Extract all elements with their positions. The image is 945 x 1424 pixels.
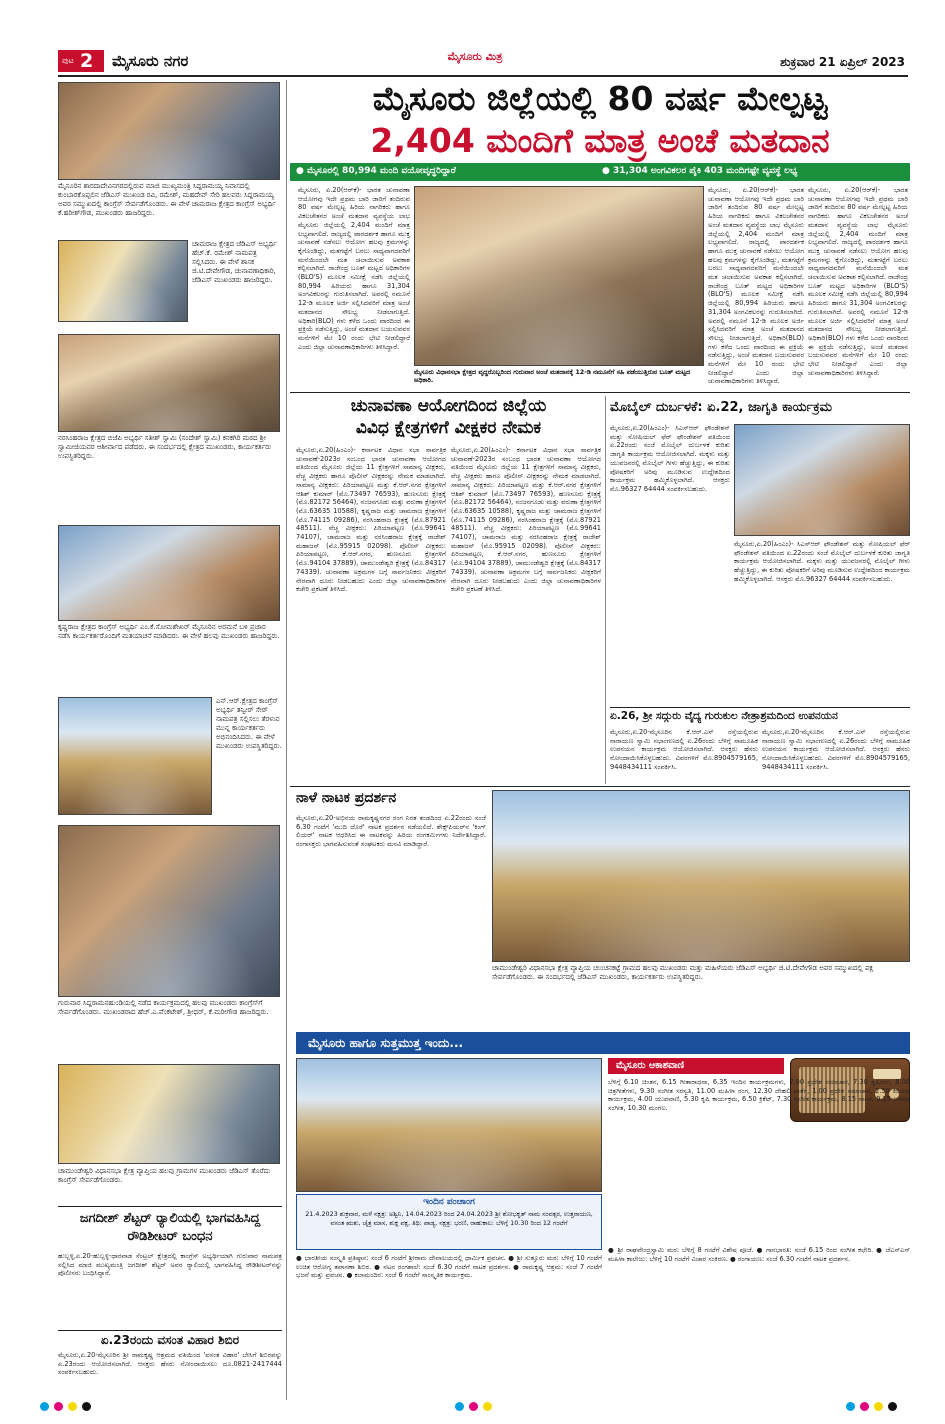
left-caption-6: ಗುರುವಾರ ಸಿದ್ದರಾಮನಹುಂಡಿಯಲ್ಲಿ ನಡೆದ ಕಾರ್ಯಕ್ರಮದಲ್ಲಿ ಹಲವು ಮುಖಂಡರು ಕಾಂಗ್ರೆಸ್‌ಗೆ ಸೇರ್ಪಡೆಗೊಂಡರು. ಮುಖಂಡರಾದ ಹೆಚ್.ಎ.ವೆಂಕಟೇಶ್, ಶ್ರೀಧರ್, ಕೆ.ಮರೀಗೌಡ ಹಾಜರಿದ್ದರು. <box>58 999 269 1017</box>
observers-body-col2: ಮೈಸೂರು,ಏ.20(ಹಿಂಎಂ)- ಕರ್ನಾಟಕ ವಿಧಾನ ಸಭಾ ಸಾರ್ವತ್ರಿಕ ಚುನಾವಣೆ-2023ರ ಸಂಬಂಧ ಭಾರತ ಚುನಾವಣಾ ಆಯೋಗದ ವತಿಯಿಂದ ಮೈಸೂರು ಜಿಲ್ಲೆಯ 11 ಕ್ಷೇತ್ರಗಳಿಗೆ ಸಾಮಾನ್ಯ ವೀಕ್ಷಕರು, ವೆಚ್ಚ ವೀಕ್ಷಕರು ಹಾಗೂ ಪೊಲೀಸ್ ವೀಕ್ಷಕರನ್ನು ನೇಮಕ ಮಾಡಲಾಗಿದೆ. ಸಾಮಾನ್ಯ ವೀಕ್ಷಕರು: ಪಿರಿಯಾಪಟ್ಟಣ ಮತ್ತು ಕೆ.ಆರ್.ನಗರ ಕ್ಷೇತ್ರಗಳಿಗೆ ಆಶಿಶ್ ಕುಮಾರ್ (ಮೊ.73497 76593), ಹುಣಸೂರು ಕ್ಷೇತ್ರಕ್ಕೆ (ಮೊ.82172 56464), ನಂಜನಗೂಡು ಮತ್ತು ವರುಣಾ ಕ್ಷೇತ್ರಗಳಿಗೆ (ಮೊ.63635 10588), ಕೃಷ್ಣರಾಜ ಮತ್ತು ಚಾಮರಾಜ ಕ್ಷೇತ್ರಗಳಿಗೆ (ಮೊ.74115 09286), ನರಸಿಂಹರಾಜ ಕ್ಷೇತ್ರಕ್ಕೆ (ಮೊ.87921 48511). ವೆಚ್ಚ ವೀಕ್ಷಕರು: ಪಿರಿಯಾಪಟ್ಟಣ (ಮೊ.99641 74107), ಚಾಮರಾಜ ಮತ್ತು ನರಸಿಂಹರಾಜ ಕ್ಷೇತ್ರಕ್ಕೆ ರಾಜೇಶ್ ಮಹಾಜನ್ (ಮೊ.95915 02098). ಪೊಲೀಸ್ ವೀಕ್ಷಕರು: ಪಿರಿಯಾಪಟ್ಟಣ, ಕೆ.ಆರ್.ನಗರ, ಹುಣಸೂರು ಕ್ಷೇತ್ರಗಳಿಗೆ (ಮೊ.94104 37889), ಚಾಮುಂಡೇಶ್ವರಿ ಕ್ಷೇತ್ರಕ್ಕೆ (ಮೊ.84317 74339). ಚುನಾವಣಾ ಅಕ್ರಮಗಳ ಬಗ್ಗೆ ಸಾರ್ವಜನಿಕರು ವೀಕ್ಷಕರಿಗೆ ನೇರವಾಗಿ ದೂರು ನೀಡಬಹುದು ಎಂದು ಜಿಲ್ಲಾ ಚುನಾವಣಾಧಿಕಾರಿಗಳ ಕಚೇರಿ ಪ್ರಕಟಣೆ ತಿಳಿಸಿದೆ. <box>451 446 601 594</box>
reg-mark-yellow <box>68 1402 77 1411</box>
group-photo-caption: ಚಾಮುಂಡೇಶ್ವರಿ ವಿಧಾನಸಭಾ ಕ್ಷೇತ್ರ ವ್ಯಾಪ್ತಿಯ ಚುಂಚನಕಟ್ಟೆ ಗ್ರಾಮದ ಹಲವು ಮುಖಂಡರು ಮತ್ತು ಮಹಿಳೆಯರು ಜೆಡಿಎಸ್ ಅಭ್ಯರ್ಥಿ ಜಿ.ಟಿ.ದೇವೇಗೌಡ ಅವರ ಸಮ್ಮುಖದಲ್ಲಿ ಪಕ್ಷ ಸೇರ್ಪಡೆಗೊಂಡರು. ಈ ಸಂದರ್ಭದಲ್ಲಿ ಜೆಡಿಎಸ್ ಮುಖಂಡರು, ಕಾರ್ಯಕರ್ತರು ಉಪಸ್ಥಿತರಿದ್ದರು. <box>492 964 874 982</box>
reg-mark-cyan-2 <box>455 1402 464 1411</box>
lead-photo <box>414 186 704 366</box>
satsang-body-col1: ಮೈಸೂರು,ಏ.20-ಮೈಸೂರಿನ ಕೆ.ಆರ್.ಎಸ್ ರಸ್ತೆಯಲ್ಲಿರುವ ನಾರಾಯಣ ಸ್ವಾಮಿ ಸಭಾಂಗಣದಲ್ಲಿ ಏ.26ರಂದು ಬೆಳಿಗ್ಗೆ ಸಾಮೂಹಿಕ ಉಪನಯನ ಕಾರ್ಯಕ್ರಮ ಆಯೋಜಿಸಲಾಗಿದೆ. ಆಸಕ್ತರು ಹೆಸರು ನೋಂದಾಯಿಸಿಕೊಳ್ಳಬಹುದು. ವಿವರಗಳಿಗೆ ಮೊ.8904579165, 9448434111 ಸಂಪರ್ಕಿಸಿ. <box>610 728 758 771</box>
strap-right: ● 31,304 ಅಂಗವಿಕಲರ ಪೈಕಿ 403 ಮಂದಿಗಷ್ಟೇ ವ್ಯವಸ್ಥೆ ಲಭ್ಯ <box>602 166 798 176</box>
left-photo-7 <box>58 1064 280 1164</box>
today-banner-title: ಮೈಸೂರು ಹಾಗೂ ಸುತ್ತಮುತ್ತ ಇಂದು... <box>308 1036 464 1050</box>
reg-mark-yellow-2 <box>483 1402 492 1411</box>
lead-body-col4: ಮೈಸೂರು, ಏ.20(ಆರ್‌ಕೆ)- ಭಾರತ ಚುನಾವಣಾ ಆಯೋಗವು ಇದೇ ಪ್ರಥಮ ಬಾರಿ ಜಾರಿಗೆ ತಂದಿರುವ 80 ವರ್ಷ ಮೇಲ್ಪಟ್ಟ ಹಿರಿಯ ನಾಗರಿಕರು ಹಾಗೂ ವಿಕಲಚೇತನರ ಅಂಚೆ ಮತದಾನ ವ್ಯವಸ್ಥೆಯ ಲಾಭ ಮೈಸೂರು ಜಿಲ್ಲೆಯಲ್ಲಿ 2,404 ಮಂದಿಗೆ ಮಾತ್ರ ಲಭ್ಯವಾಗಲಿದೆ. ರಾಜ್ಯದಲ್ಲಿ ಪಾರದರ್ಶಕ ಹಾಗೂ ಮುಕ್ತ ಚುನಾವಣೆ ನಡೆಸಲು ಆಯೋಗ ಹಲವು ಕ್ರಮಗಳನ್ನು ಕೈಗೊಂಡಿದ್ದು, ಮತಗಟ್ಟೆಗೆ ಬರಲು ಸಾಧ್ಯವಾಗದವರಿಗೆ ಮನೆಯಿಂದಲೇ ಮತ ಚಲಾಯಿಸುವ ಅವಕಾಶ ಕಲ್ಪಿಸಲಾಗಿದೆ. ರಾಜೇಂದ್ರ ಬೂತ್ ಮಟ್ಟದ ಅಧಿಕಾರಿಗಳ (BLO'S) ಮೂಲಕ ಸಮೀಕ್ಷೆ ನಡೆಸಿ ಜಿಲ್ಲೆಯಲ್ಲಿ 80,994 ಹಿರಿಯರು ಹಾಗೂ 31,304 ಅಂಗವಿಕಲರನ್ನು ಗುರುತಿಸಲಾಗಿದೆ. ಅವರಲ್ಲಿ ನಮೂನೆ 12-ಡಿ ಮೂಲಕ ಅರ್ಜಿ ಸಲ್ಲಿಸಿದವರಿಗೆ ಮಾತ್ರ ಅಂಚೆ ಮತದಾನದ ಸೌಲಭ್ಯ ನೀಡಲಾಗುತ್ತಿದೆ. ಅಧಿಕಾರಿ(BLO) ಗಳು ಕಳೆದ ಒಂದು ವಾರದಿಂದ ಈ ಪ್ರಕ್ರಿಯೆ ನಡೆಸುತ್ತಿದ್ದು, ಅಂಚೆ ಮತದಾನ ಬಯಸುವವರ ಮನೆಗಳಿಗೆ ಮೇ 10 ರಂದು ಭೇಟಿ ನೀಡಲಿದ್ದಾರೆ ಎಂದು ಜಿಲ್ಲಾ ಚುನಾವಣಾಧಿಕಾರಿಗಳು ತಿಳಿಸಿದ್ದಾರೆ. <box>808 186 908 377</box>
mobile-headline: ಮೊಬೈಲ್ ದುರ್ಬಳಕೆ: ಏ.22, ಜಾಗೃತಿ ಕಾರ್ಯಕ್ರಮ <box>610 400 832 415</box>
satsang-headline: ಏ.26, ಶ್ರೀ ಸದ್ಗುರು ವೈದ್ಯ ಗುರುಕುಲ ನೇತ್ರಾಶ್ರಮದಿಂದ ಉಪನಯನ <box>610 710 838 722</box>
radio-text: ಬೆಳಿಗ್ಗೆ 6.10 ಚಿಂತನ, 6.15 ಗೀತಾರಾಧನಾ, 6.35 ಇಂದಿನ ಕಾರ್ಯಕ್ರಮಗಳು, 7.00 ಪ್ರದೇಶ ಸಮಾಚಾರ, 7.30 ಕೃಷಿರಂಗ, 8.00 ಚಿತ್ರಗೀತೆಗಳು, 9.30 ಸಂಗೀತ ಸರಸ್ವತಿ, 11.00 ಮಹಿಳಾ ರಂಗ, 12.30 ದೇಹಲಿ ವಾರ್ತೆ, 1.00 ಪ್ರದೇಶ ಸಮಾಚಾರ, 2.50 ಕಿರಿಯರ ಕಾರ್ಯಕ್ರಮ, 4.00 ಯುವವಾಣಿ, 5.30 ಕೃಷಿ ಕಾರ್ಯಕ್ರಮ, 6.50 ಕ್ರಿಕೆಟ್, 7.30 ಸಂಗೀತ ಕಾರ್ಯಕ್ರಮ, 8.15 ನಾಟಕ, 9.15 ಜನಪದ ಸಂಗೀತ, 10.30 ಮಂಗಲ. <box>608 1078 910 1113</box>
reg-mark-cyan <box>40 1402 49 1411</box>
vasantha-headline: ಏ.23ರಂದು ವಸಂತ ವಿಹಾರ ಶಿಬಿರ <box>100 1333 240 1347</box>
lead-bottom-rule <box>290 392 910 393</box>
left-caption-1: ಮೈಸೂರಿನ ಶಾರದಾದೇವಿನಗರದಲ್ಲಿರುವ ಮಾಜಿ ಮುಖ್ಯಮಂತ್ರಿ ಸಿದ್ದರಾಮಯ್ಯ ನಿವಾಸದಲ್ಲಿ ಕುಂಬಾರಕೊಪ್ಪಲಿನ ಜೆಡಿಎಸ್ ಮುಖಂಡ ರವಿ, ರಮೇಶ್, ಮಹದೇವ್ ಸೇರಿ ಹಲವರು ಸಿದ್ದರಾಮಯ್ಯ ಅವರ ಸಮ್ಮುಖದಲ್ಲಿ ಕಾಂಗ್ರೆಸ್ ಸೇರ್ಪಡೆಗೊಂಡರು. ಈ ವೇಳೆ ಚಾಮರಾಜ ಕ್ಷೇತ್ರದ ಕಾಂಗ್ರೆಸ್ ಅಭ್ಯರ್ಥಿ ಕೆ.ಹರೀಶ್‌ಗೌಡ, ಮುಖಂಡರು ಹಾಜರಿದ್ದರು. <box>58 182 276 218</box>
today-banner <box>296 1032 910 1054</box>
events-right: ● ಶ್ರೀ ರಾಘವೇಂದ್ರಸ್ವಾಮಿ ಮಠ: ಬೆಳಿಗ್ಗೆ 8 ಗಂಟೆಗೆ ವಿಶೇಷ ಪೂಜೆ. ● ಗಾನಭಾರತಿ: ಸಂಜೆ 6.15 ರಿಂದ ಸಂಗೀತ ಕಛೇರಿ. ● ಜೆಎಸ್‌ಎಸ್ ಮಹಿಳಾ ಕಾಲೇಜು: ಬೆಳಿಗ್ಗೆ 10 ಗಂಟೆಗೆ ವಿಚಾರ ಸಂಕಿರಣ. ● ರಂಗಾಯಣ: ಸಂಜೆ 6.30 ಗಂಟೆಗೆ ನಾಟಕ ಪ್ರದರ್ಶನ. <box>608 1246 910 1263</box>
vasantha-rule <box>58 1330 282 1331</box>
paper-logo: ಮೈಸೂರು ಮಿತ್ರ <box>447 50 503 63</box>
radio-title-bar <box>608 1058 784 1074</box>
vasantha-body: ಮೈಸೂರು,ಏ.20-ಮೈಸೂರಿನ ಶ್ರೀ ರಾಮಕೃಷ್ಣ ಆಶ್ರಮದ ವತಿಯಿಂದ 'ವಸಂತ ವಿಹಾರ' ಬೇಸಿಗೆ ಶಿಬಿರವನ್ನು ಏ.23ರಂದು ಆಯೋಜಿಸಲಾಗಿದೆ. ಆಸಕ್ತರು ಹೆಸರು ನೋಂದಾಯಿಸಲು ದೂ.0821-2417444 ಸಂಪರ್ಕಿಸಬಹುದು. <box>58 1351 282 1377</box>
left-photo-3 <box>58 334 280 432</box>
lead-strap <box>290 163 910 181</box>
panchanga-title: ಇಂದಿನ ಪಂಚಾಂಗ <box>423 1197 475 1207</box>
mobile-body-col2: ಮೈಸೂರು,ಏ.20(ಹಿಂಎಂ)- ಸಿಎಸ್‌ಆರ್ ಫೌಂಡೇಶನ್ ಮತ್ತು ಸೋಷಿಯಲ್ ಫೆರ್ ಫೌಂಡೇಶನ್ ವತಿಯಿಂದ ಏ.22ರಂದು ಸಂಜೆ ಮೊಬೈಲ್ ದುರ್ಬಳಕೆ ಕುರಿತು ಜಾಗೃತಿ ಕಾರ್ಯಕ್ರಮ ಆಯೋಜಿಸಲಾಗಿದೆ. ಮಕ್ಕಳು ಮತ್ತು ಯುವಜನರಲ್ಲಿ ಮೊಬೈಲ್ ಗೀಳು ಹೆಚ್ಚುತ್ತಿದ್ದು, ಈ ಕುರಿತು ಪೋಷಕರಿಗೆ ಅರಿವು ಮೂಡಿಸುವ ಉದ್ದೇಶದಿಂದ ಕಾರ್ಯಕ್ರಮ ಹಮ್ಮಿಕೊಳ್ಳಲಾಗಿದೆ. ಆಸಕ್ತರು ಮೊ.96327 64444 ಸಂಪರ್ಕಿಸಬಹುದು. <box>734 540 910 583</box>
radio-title: ಮೈಸೂರು ಆಕಾಶವಾಣಿ <box>616 1060 685 1071</box>
panchanga-box <box>296 1194 602 1250</box>
drama-body: ಮೈಸೂರು,ಏ.20-ಅಭಿನಯ ರಾಮಕೃಷ್ಣನಗರ ರಂಗ ನಿರತ ತಂಡದಿಂದ ಏ.22ರಂದು ಸಂಜೆ 6.30 ಗಂಟೆಗೆ 'ಮುದಿ ದೊರೆ' ನಾಟಕ ಪ್ರದರ್ಶನ ನಡೆಯಲಿದೆ. ಶೇಕ್ಸ್‌ಪಿಯರ್‌ನ 'ಕಿಂಗ್ ಲಿಯರ್' ನಾಟಕ ಆಧರಿಸಿದ ಈ ನಾಟಕವನ್ನು ಹಿರಿಯ ರಂಗಕರ್ಮಿಗಳು ನಿರ್ದೇಶಿಸಿದ್ದಾರೆ. ರಂಗಾಸಕ್ತರು ಭಾಗವಹಿಸುವಂತೆ ಸಂಘಟಕರು ಮನವಿ ಮಾಡಿದ್ದಾರೆ. <box>296 814 486 849</box>
reg-mark-yellow-3 <box>874 1402 883 1411</box>
left-photo-2 <box>58 240 188 322</box>
left-caption-4: ಕೃಷ್ಣರಾಜ ಕ್ಷೇತ್ರದ ಕಾಂಗ್ರೆಸ್ ಅಭ್ಯರ್ಥಿ ಎಂ.ಕೆ.ಸೋಮಶೇಖರ್ ಮೈಸೂರಿನ ಅರಮನೆ ಬಳಿ ಪ್ರಚಾರ ನಡೆಸಿ ಕಾರ್ಯಕರ್ತರೊಂದಿಗೆ ಮತಯಾಚನೆ ಮಾಡಿದರು. ಈ ವೇಳೆ ಹಲವು ಮುಖಂಡರು ಹಾಜರಿದ್ದರು. <box>58 623 280 641</box>
mid-divider <box>605 396 606 784</box>
left-photo-4 <box>58 525 280 621</box>
left-caption-3: ನರಸಿಂಹರಾಜ ಕ್ಷೇತ್ರದ ಬಿಜೆಪಿ ಅಭ್ಯರ್ಥಿ ಸತೀಶ್ ಸ್ವಾಮಿ (ಸಂದೇಶ್ ಸ್ವಾಮಿ) ಕನಕಗಿರಿ ಮಠದ ಶ್ರೀ ಸ್ವಾಮೀಜಿಯವರ ಆಶೀರ್ವಾದ ಪಡೆದರು. ಈ ಸಂದರ್ಭದಲ್ಲಿ ಕ್ಷೇತ್ರದ ಮುಖಂಡರು, ಕಾರ್ಯಕರ್ತರು ಉಪಸ್ಥಿತರಿದ್ದರು. <box>58 434 272 461</box>
page-number: 2 <box>80 50 94 72</box>
panchanga-text: 21.4.2023 ಶುಕ್ರವಾರ, ಮಳೆ ನಕ್ಷತ್ರ: ಅಶ್ವಿನಿ, 14.04.2023 ರಿಂದ 24.04.2023 ಶ್ರೀ ಶೋಭಕೃತ್ ನಾಮ ಸಂವತ್ಸರ, ಉತ್ತರಾಯಣ, ವಸಂತ ಋತು, ಚೈತ್ರ ಮಾಸ, ಶುಕ್ಲ ಪಕ್ಷ, ತಿಥಿ: ಪಾಡ್ಯ, ನಕ್ಷತ್ರ: ಭರಣಿ, ರಾಹುಕಾಲ: ಬೆಳಿಗ್ಗೆ 10.30 ರಿಂದ 12 ಗಂಟೆಗೆ <box>305 1210 593 1227</box>
rowdy-headline: ಜಗದೀಶ್ ಶೆಟ್ಟರ್ ರ‍್ಯಾಲಿಯಲ್ಲಿ ಭಾಗವಹಿಸಿದ್ದ ರೌಡಿಶೀಟರ್ ಬಂಧನ <box>79 1211 261 1245</box>
reg-mark-magenta-2 <box>469 1402 478 1411</box>
left-caption-2: ಚಾಮರಾಜ ಕ್ಷೇತ್ರದ ಜೆಡಿಎಸ್ ಅಭ್ಯರ್ಥಿ ಹೆಚ್.ಕೆ. ರಮೇಶ್ ನಾಮಪತ್ರ ಸಲ್ಲಿಸಿದರು. ಈ ವೇಳೆ ಶಾಸಕ ಜಿ.ಟಿ.ದೇವೇಗೌಡ, ಚುನಾವಣಾಧಿಕಾರಿ, ಜೆಡಿಎಸ್ ಮುಖಂಡರು ಹಾಜರಿದ್ದರು. <box>192 240 277 285</box>
issue-date: ಶುಕ್ರವಾರ 21 ಏಪ್ರಿಲ್ 2023 <box>780 55 905 69</box>
left-photo-1 <box>58 82 280 180</box>
left-caption-7: ಚಾಮುಂಡೇಶ್ವರಿ ವಿಧಾನಸಭಾ ಕ್ಷೇತ್ರ ವ್ಯಾಪ್ತಿಯ ಹಲವು ಗ್ರಾಮಗಳ ಮುಖಂಡರು ಜೆಡಿಎಸ್ ತೊರೆದು ಕಾಂಗ್ರೆಸ್ ಸೇರ್ಪಡೆಗೊಂಡರು. <box>58 1167 271 1185</box>
page-number-badge <box>58 50 104 72</box>
lead-headline-1: ಮೈಸೂರು ಜಿಲ್ಲೆಯಲ್ಲಿ 80 ವರ್ಷ ಮೇಲ್ಪಟ್ಟ <box>372 79 828 118</box>
mobile-photo <box>734 424 910 536</box>
group-photo <box>492 790 910 962</box>
lead-body-col3: ಮೈಸೂರು, ಏ.20(ಆರ್‌ಕೆ)- ಭಾರತ ಚುನಾವಣಾ ಆಯೋಗವು ಇದೇ ಪ್ರಥಮ ಬಾರಿ ಜಾರಿಗೆ ತಂದಿರುವ 80 ವರ್ಷ ಮೇಲ್ಪಟ್ಟ ಹಿರಿಯ ನಾಗರಿಕರು ಹಾಗೂ ವಿಕಲಚೇತನರ ಅಂಚೆ ಮತದಾನ ವ್ಯವಸ್ಥೆಯ ಲಾಭ ಮೈಸೂರು ಜಿಲ್ಲೆಯಲ್ಲಿ 2,404 ಮಂದಿಗೆ ಮಾತ್ರ ಲಭ್ಯವಾಗಲಿದೆ. ರಾಜ್ಯದಲ್ಲಿ ಪಾರದರ್ಶಕ ಹಾಗೂ ಮುಕ್ತ ಚುನಾವಣೆ ನಡೆಸಲು ಆಯೋಗ ಹಲವು ಕ್ರಮಗಳನ್ನು ಕೈಗೊಂಡಿದ್ದು, ಮತಗಟ್ಟೆಗೆ ಬರಲು ಸಾಧ್ಯವಾಗದವರಿಗೆ ಮನೆಯಿಂದಲೇ ಮತ ಚಲಾಯಿಸುವ ಅವಕಾಶ ಕಲ್ಪಿಸಲಾಗಿದೆ. ರಾಜೇಂದ್ರ ಬೂತ್ ಮಟ್ಟದ ಅಧಿಕಾರಿಗಳ (BLO'S) ಮೂಲಕ ಸಮೀಕ್ಷೆ ನಡೆಸಿ ಜಿಲ್ಲೆಯಲ್ಲಿ 80,994 ಹಿರಿಯರು ಹಾಗೂ 31,304 ಅಂಗವಿಕಲರನ್ನು ಗುರುತಿಸಲಾಗಿದೆ. ಅವರಲ್ಲಿ ನಮೂನೆ 12-ಡಿ ಮೂಲಕ ಅರ್ಜಿ ಸಲ್ಲಿಸಿದವರಿಗೆ ಮಾತ್ರ ಅಂಚೆ ಮತದಾನದ ಸೌಲಭ್ಯ ನೀಡಲಾಗುತ್ತಿದೆ. ಅಧಿಕಾರಿ(BLO) ಗಳು ಕಳೆದ ಒಂದು ವಾರದಿಂದ ಈ ಪ್ರಕ್ರಿಯೆ ನಡೆಸುತ್ತಿದ್ದು, ಅಂಚೆ ಮತದಾನ ಬಯಸುವವರ ಮನೆಗಳಿಗೆ ಮೇ 10 ರಂದು ಭೇಟಿ ನೀಡಲಿದ್ದಾರೆ ಎಂದು ಜಿಲ್ಲಾ ಚುನಾವಣಾಧಿಕಾರಿಗಳು ತಿಳಿಸಿದ್ದಾರೆ. <box>708 186 804 386</box>
section-title: ಮೈಸೂರು ನಗರ <box>112 52 189 70</box>
left-story-rule <box>58 1206 282 1207</box>
mobile-body-col1: ಮೈಸೂರು,ಏ.20(ಹಿಂಎಂ)- ಸಿಎಸ್‌ಆರ್ ಫೌಂಡೇಶನ್ ಮತ್ತು ಸೋಷಿಯಲ್ ಫೆರ್ ಫೌಂಡೇಶನ್ ವತಿಯಿಂದ ಏ.22ರಂದು ಸಂಜೆ ಮೊಬೈಲ್ ದುರ್ಬಳಕೆ ಕುರಿತು ಜಾಗೃತಿ ಕಾರ್ಯಕ್ರಮ ಆಯೋಜಿಸಲಾಗಿದೆ. ಮಕ್ಕಳು ಮತ್ತು ಯುವಜನರಲ್ಲಿ ಮೊಬೈಲ್ ಗೀಳು ಹೆಚ್ಚುತ್ತಿದ್ದು, ಈ ಕುರಿತು ಪೋಷಕರಿಗೆ ಅರಿವು ಮೂಡಿಸುವ ಉದ್ದೇಶದಿಂದ ಕಾರ್ಯಕ್ರಮ ಹಮ್ಮಿಕೊಳ್ಳಲಾಗಿದೆ. ಆಸಕ್ತರು ಮೊ.96327 64444 ಸಂಪರ್ಕಿಸಬಹುದು. <box>610 424 730 493</box>
page-number-label: ಪುಟ <box>62 56 74 65</box>
lead-photo-caption: ಮೈಸೂರು ವಿಧಾನಸಭಾ ಕ್ಷೇತ್ರದ ವೃದ್ಧರೊಬ್ಬರಿಂದ ಗುರುವಾರ ಅಂಚೆ ಮತದಾನಕ್ಕೆ 12-ಡಿ ನಮೂನೆಗೆ ಸಹಿ ಪಡೆಯುತ್ತಿರುವ ಬೂತ್ ಮಟ್ಟದ ಅಧಿಕಾರಿ. <box>414 368 691 385</box>
reg-mark-black-3 <box>888 1402 897 1411</box>
observers-headline-2: ವಿವಿಧ ಕ್ಷೇತ್ರಗಳಿಗೆ ವೀಕ್ಷಕರ ನೇಮಕ <box>355 418 542 438</box>
mid-bottom-rule <box>290 786 910 787</box>
satsang-rule <box>610 707 910 708</box>
reg-mark-cyan-3 <box>846 1402 855 1411</box>
rowdy-body: ಹುಬ್ಬಳ್ಳಿ,ಏ.20-ಹುಬ್ಬಳ್ಳಿ-ಧಾರವಾಡ ಸೆಂಟ್ರಲ್ ಕ್ಷೇತ್ರದಲ್ಲಿ ಕಾಂಗ್ರೆಸ್ ಅಭ್ಯರ್ಥಿಯಾಗಿ ಗುರುವಾರ ನಾಮಪತ್ರ ಸಲ್ಲಿಸಿದ ಮಾಜಿ ಮುಖ್ಯಮಂತ್ರಿ ಜಗದೀಶ್ ಶೆಟ್ಟರ್ ಅವರ ರ‍್ಯಾಲಿಯಲ್ಲಿ ಭಾಗವಹಿಸಿದ್ದ ರೌಡಿಶೀಟರ್‌ನನ್ನು ಪೊಲೀಸರು ಬಂಧಿಸಿದ್ದಾರೆ. <box>58 1252 282 1278</box>
palace-photo <box>296 1058 602 1192</box>
lead-body-col1: ಮೈಸೂರು, ಏ.20(ಆರ್‌ಕೆ)- ಭಾರತ ಚುನಾವಣಾ ಆಯೋಗವು ಇದೇ ಪ್ರಥಮ ಬಾರಿ ಜಾರಿಗೆ ತಂದಿರುವ 80 ವರ್ಷ ಮೇಲ್ಪಟ್ಟ ಹಿರಿಯ ನಾಗರಿಕರು ಹಾಗೂ ವಿಕಲಚೇತನರ ಅಂಚೆ ಮತದಾನ ವ್ಯವಸ್ಥೆಯ ಲಾಭ ಮೈಸೂರು ಜಿಲ್ಲೆಯಲ್ಲಿ 2,404 ಮಂದಿಗೆ ಮಾತ್ರ ಲಭ್ಯವಾಗಲಿದೆ. ರಾಜ್ಯದಲ್ಲಿ ಪಾರದರ್ಶಕ ಹಾಗೂ ಮುಕ್ತ ಚುನಾವಣೆ ನಡೆಸಲು ಆಯೋಗ ಹಲವು ಕ್ರಮಗಳನ್ನು ಕೈಗೊಂಡಿದ್ದು, ಮತಗಟ್ಟೆಗೆ ಬರಲು ಸಾಧ್ಯವಾಗದವರಿಗೆ ಮನೆಯಿಂದಲೇ ಮತ ಚಲಾಯಿಸುವ ಅವಕಾಶ ಕಲ್ಪಿಸಲಾಗಿದೆ. ರಾಜೇಂದ್ರ ಬೂತ್ ಮಟ್ಟದ ಅಧಿಕಾರಿಗಳ (BLO'S) ಮೂಲಕ ಸಮೀಕ್ಷೆ ನಡೆಸಿ ಜಿಲ್ಲೆಯಲ್ಲಿ 80,994 ಹಿರಿಯರು ಹಾಗೂ 31,304 ಅಂಗವಿಕಲರನ್ನು ಗುರುತಿಸಲಾಗಿದೆ. ಅವರಲ್ಲಿ ನಮೂನೆ 12-ಡಿ ಮೂಲಕ ಅರ್ಜಿ ಸಲ್ಲಿಸಿದವರಿಗೆ ಮಾತ್ರ ಅಂಚೆ ಮತದಾನದ ಸೌಲಭ್ಯ ನೀಡಲಾಗುತ್ತಿದೆ. ಅಧಿಕಾರಿ(BLO) ಗಳು ಕಳೆದ ಒಂದು ವಾರದಿಂದ ಈ ಪ್ರಕ್ರಿಯೆ ನಡೆಸುತ್ತಿದ್ದು, ಅಂಚೆ ಮತದಾನ ಬಯಸುವವರ ಮನೆಗಳಿಗೆ ಮೇ 10 ರಂದು ಭೇಟಿ ನೀಡಲಿದ್ದಾರೆ ಎಂದು ಜಿಲ್ಲಾ ಚುನಾವಣಾಧಿಕಾರಿಗಳು ತಿಳಿಸಿದ್ದಾರೆ. <box>298 186 410 351</box>
masthead-rule <box>58 75 908 77</box>
reg-mark-magenta-3 <box>860 1402 869 1411</box>
observers-body-col1: ಮೈಸೂರು,ಏ.20(ಹಿಂಎಂ)- ಕರ್ನಾಟಕ ವಿಧಾನ ಸಭಾ ಸಾರ್ವತ್ರಿಕ ಚುನಾವಣೆ-2023ರ ಸಂಬಂಧ ಭಾರತ ಚುನಾವಣಾ ಆಯೋಗದ ವತಿಯಿಂದ ಮೈಸೂರು ಜಿಲ್ಲೆಯ 11 ಕ್ಷೇತ್ರಗಳಿಗೆ ಸಾಮಾನ್ಯ ವೀಕ್ಷಕರು, ವೆಚ್ಚ ವೀಕ್ಷಕರು ಹಾಗೂ ಪೊಲೀಸ್ ವೀಕ್ಷಕರನ್ನು ನೇಮಕ ಮಾಡಲಾಗಿದೆ. ಸಾಮಾನ್ಯ ವೀಕ್ಷಕರು: ಪಿರಿಯಾಪಟ್ಟಣ ಮತ್ತು ಕೆ.ಆರ್.ನಗರ ಕ್ಷೇತ್ರಗಳಿಗೆ ಆಶಿಶ್ ಕುಮಾರ್ (ಮೊ.73497 76593), ಹುಣಸೂರು ಕ್ಷೇತ್ರಕ್ಕೆ (ಮೊ.82172 56464), ನಂಜನಗೂಡು ಮತ್ತು ವರುಣಾ ಕ್ಷೇತ್ರಗಳಿಗೆ (ಮೊ.63635 10588), ಕೃಷ್ಣರಾಜ ಮತ್ತು ಚಾಮರಾಜ ಕ್ಷೇತ್ರಗಳಿಗೆ (ಮೊ.74115 09286), ನರಸಿಂಹರಾಜ ಕ್ಷೇತ್ರಕ್ಕೆ (ಮೊ.87921 48511). ವೆಚ್ಚ ವೀಕ್ಷಕರು: ಪಿರಿಯಾಪಟ್ಟಣ (ಮೊ.99641 74107), ಚಾಮರಾಜ ಮತ್ತು ನರಸಿಂಹರಾಜ ಕ್ಷೇತ್ರಕ್ಕೆ ರಾಜೇಶ್ ಮಹಾಜನ್ (ಮೊ.95915 02098). ಪೊಲೀಸ್ ವೀಕ್ಷಕರು: ಪಿರಿಯಾಪಟ್ಟಣ, ಕೆ.ಆರ್.ನಗರ, ಹುಣಸೂರು ಕ್ಷೇತ್ರಗಳಿಗೆ (ಮೊ.94104 37889), ಚಾಮುಂಡೇಶ್ವರಿ ಕ್ಷೇತ್ರಕ್ಕೆ (ಮೊ.84317 74339). ಚುನಾವಣಾ ಅಕ್ರಮಗಳ ಬಗ್ಗೆ ಸಾರ್ವಜನಿಕರು ವೀಕ್ಷಕರಿಗೆ ನೇರವಾಗಿ ದೂರು ನೀಡಬಹುದು ಎಂದು ಜಿಲ್ಲಾ ಚುನಾವಣಾಧಿಕಾರಿಗಳ ಕಚೇರಿ ಪ್ರಕಟಣೆ ತಿಳಿಸಿದೆ. <box>296 446 446 594</box>
reg-mark-black <box>82 1402 91 1411</box>
lead-headline-2: 2,404 ಮಂದಿಗೆ ಮಾತ್ರ ಅಂಚೆ ಮತದಾನ <box>370 121 830 160</box>
drama-headline: ನಾಳೆ ನಾಟಕ ಪ್ರದರ್ಶನ <box>296 790 397 806</box>
column-divider <box>286 80 287 1400</box>
observers-headline-1: ಚುನಾವಣಾ ಆಯೋಗದಿಂದ ಜಿಲ್ಲೆಯ <box>350 396 547 416</box>
left-photo-5 <box>58 697 212 815</box>
satsang-body-col2: ಮೈಸೂರು,ಏ.20-ಮೈಸೂರಿನ ಕೆ.ಆರ್.ಎಸ್ ರಸ್ತೆಯಲ್ಲಿರುವ ನಾರಾಯಣ ಸ್ವಾಮಿ ಸಭಾಂಗಣದಲ್ಲಿ ಏ.26ರಂದು ಬೆಳಿಗ್ಗೆ ಸಾಮೂಹಿಕ ಉಪನಯನ ಕಾರ್ಯಕ್ರಮ ಆಯೋಜಿಸಲಾಗಿದೆ. ಆಸಕ್ತರು ಹೆಸರು ನೋಂದಾಯಿಸಿಕೊಳ್ಳಬಹುದು. ವಿವರಗಳಿಗೆ ಮೊ.8904579165, 9448434111 ಸಂಪರ್ಕಿಸಿ. <box>762 728 910 771</box>
left-photo-6 <box>58 825 280 997</box>
reg-mark-magenta <box>54 1402 63 1411</box>
left-caption-5: ಎನ್.ಆರ್.ಕ್ಷೇತ್ರದ ಕಾಂಗ್ರೆಸ್ ಅಭ್ಯರ್ಥಿ ತನ್ವೀರ್ ಸೇಠ್ ನಾಮಪತ್ರ ಸಲ್ಲಿಸಲು ತೆರಳುವ ಮುನ್ನ ಕಾರ್ಯಕರ್ತರು ಅಭಿನಂದಿಸಿದರು. ಈ ವೇಳೆ ಮುಖಂಡರು ಉಪಸ್ಥಿತರಿದ್ದರು. <box>216 697 282 751</box>
strap-left: ● ಮೈಸೂರಲ್ಲಿ 80,994 ಮಂದಿ ವಯೋವೃದ್ಧರಿದ್ದಾರೆ <box>296 166 456 176</box>
events-left: ● ಭಾರತೀಯ ಸಂಸ್ಕೃತಿ ಪ್ರತಿಷ್ಠಾನ: ಸಂಜೆ 6 ಗಂಟೆಗೆ ಶ್ರೀರಾಮ ದೇವಾಲಯದಲ್ಲಿ ಧಾರ್ಮಿಕ ಪ್ರವಚನ. ● ಶ್ರೀ ಸುತ್ತೂರು ಮಠ: ಬೆಳಿಗ್ಗೆ 10 ಗಂಟೆಗೆ ಉಚಿತ ಆರೋಗ್ಯ ತಪಾಸಣಾ ಶಿಬಿರ. ● ನಟನ ರಂಗಶಾಲೆ: ಸಂಜೆ 6.30 ಗಂಟೆಗೆ ನಾಟಕ ಪ್ರದರ್ಶನ. ● ರಾಮಕೃಷ್ಣ ಆಶ್ರಮ: ಸಂಜೆ 7 ಗಂಟೆಗೆ ಭಜನೆ ಮತ್ತು ಪ್ರವಚನ. ● ಕಲಾಮಂದಿರ: ಸಂಜೆ 6 ಗಂಟೆಗೆ ಸಾಂಸ್ಕೃತಿಕ ಕಾರ್ಯಕ್ರಮ. <box>296 1254 602 1280</box>
